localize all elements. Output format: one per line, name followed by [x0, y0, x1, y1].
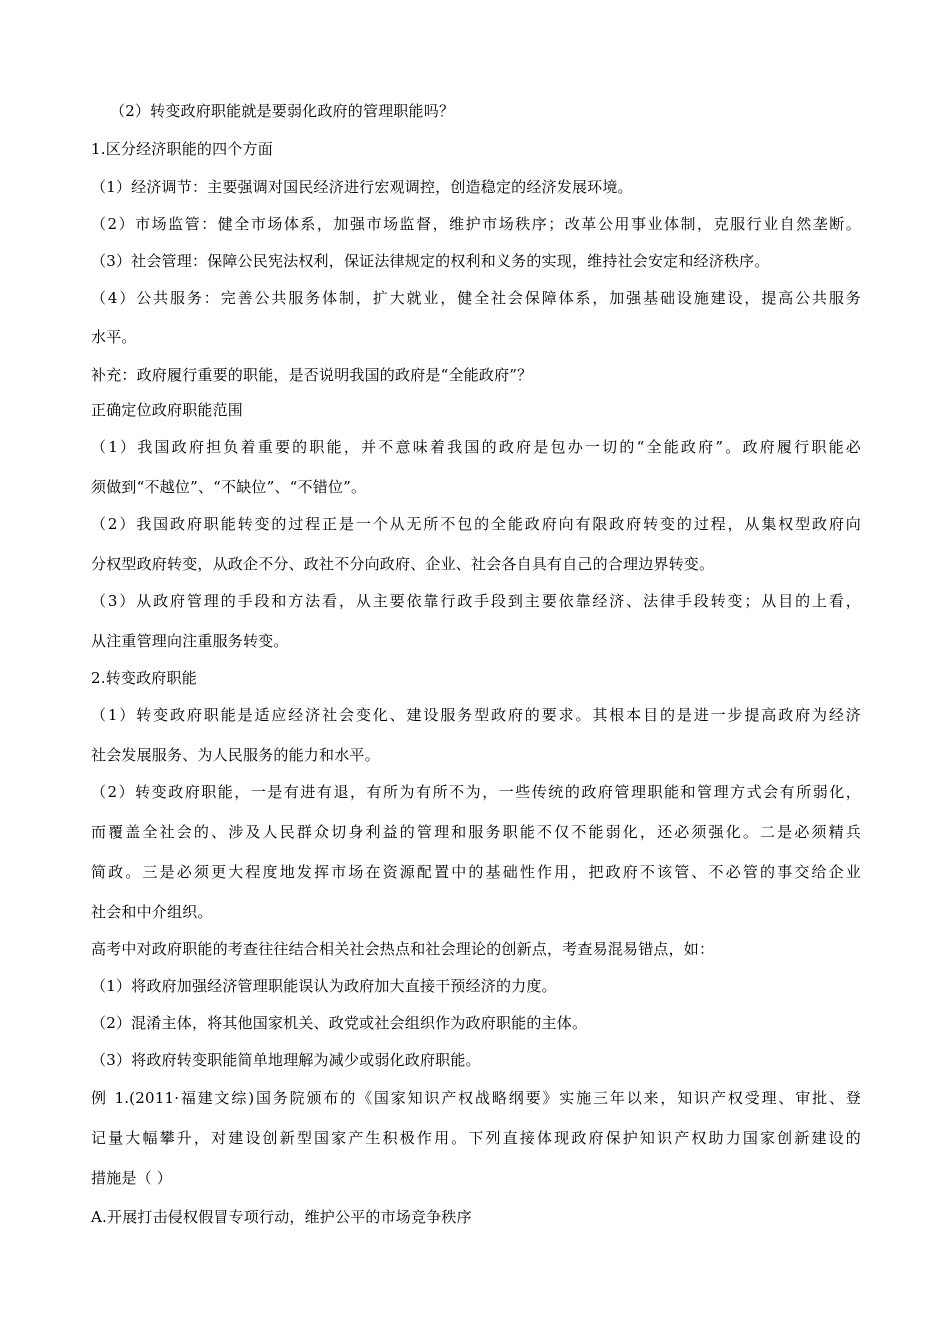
example-1-stem-cont: 记量大幅攀升，对建设创新型国家产生积极作用。下列直接体现政府保护知识产权助力国家创新建设的: [91, 1129, 861, 1147]
scope-point-3-cont: 从注重管理向注重服务转变。: [91, 632, 289, 650]
transform-point-1-cont: 社会发展服务、为人民服务的能力和水平。: [91, 746, 380, 764]
transform-point-1: （1）转变政府职能是适应经济社会变化、建设服务型政府的要求。其根本目的是进一步提高政府为经济: [91, 706, 861, 724]
scope-point-1-cont: 须做到“不越位”、“不缺位”、“不错位”。: [91, 478, 367, 496]
item-market-supervision: （2）市场监管：健全市场体系，加强市场监督，维护市场秩序；改革公用事业体制，克服行业自然垄断。: [91, 215, 861, 233]
heading-transform: 2.转变政府职能: [91, 669, 197, 687]
exam-point-2: （2）混淆主体，将其他国家机关、政党或社会组织作为政府职能的主体。: [91, 1014, 588, 1032]
scope-point-2-cont: 分权型政府转变，从政企不分、政社不分向政府、企业、社会各自具有自己的合理边界转变。: [91, 555, 715, 573]
example-1-stem-end: 措施是（ ）: [91, 1169, 172, 1187]
transform-point-2-cont-a: 而覆盖全社会的、涉及人民群众切身利益的管理和服务职能不仅不能弱化，还必须强化。二是必须精兵: [91, 823, 861, 841]
supplement-question: 补充：政府履行重要的职能，是否说明我国的政府是“全能政府”？: [91, 366, 533, 384]
scope-point-3: （3）从政府管理的手段和方法看，从主要依靠行政手段到主要依靠经济、法律手段转变；从目的上看，: [91, 592, 861, 610]
exam-note: 高考中对政府职能的考查往往结合相关社会热点和社会理论的创新点，考查易混易错点，如：: [91, 940, 715, 958]
exam-point-1: （1）将政府加强经济管理职能误认为政府加大直接干预经济的力度。: [91, 977, 557, 995]
scope-point-2: （2）我国政府职能转变的过程正是一个从无所不包的全能政府向有限政府转变的过程，从集权型政府向: [91, 515, 861, 533]
exam-point-3: （3）将政府转变职能简单地理解为减少或弱化政府职能。: [91, 1051, 481, 1069]
heading-economic-functions: 1.区分经济职能的四个方面: [91, 140, 273, 158]
item-economic-regulation: （1）经济调节：主要强调对国民经济进行宏观调控，创造稳定的经济发展环境。: [91, 178, 633, 196]
question-2-line: （2）转变政府职能就是要弱化政府的管理职能吗？: [110, 102, 455, 120]
example-1-stem: 例 1.(2011·福建文综)国务院颁布的《国家知识产权战略纲要》实施三年以来，知识产权受理、审批、登: [91, 1089, 861, 1107]
heading-scope: 正确定位政府职能范围: [91, 401, 244, 419]
transform-point-2: （2）转变政府职能，一是有进有退，有所为有所不为，一些传统的政府管理职能和管理方式会有所弱化，: [91, 783, 861, 801]
transform-point-2-cont-c: 社会和中介组织。: [91, 903, 213, 921]
example-1-option-a: A.开展打击侵权假冒专项行动，维护公平的市场竞争秩序: [91, 1208, 472, 1226]
item-public-service: （4）公共服务：完善公共服务体制，扩大就业，健全社会保障体系，加强基础设施建设，提高公共服务: [91, 289, 861, 307]
item-social-management: （3）社会管理：保障公民宪法权利，保证法律规定的权利和义务的实现，维持社会安定和经济秩序。: [91, 252, 770, 270]
scope-point-1: （1）我国政府担负着重要的职能，并不意味着我国的政府是包办一切的“全能政府”。政府履行职能必: [91, 438, 861, 456]
transform-point-2-cont-b: 简政。三是必须更大程度地发挥市场在资源配置中的基础性作用，把政府不该管、不必管的事交给企业: [91, 863, 861, 881]
item-public-service-cont: 水平。: [91, 328, 137, 346]
